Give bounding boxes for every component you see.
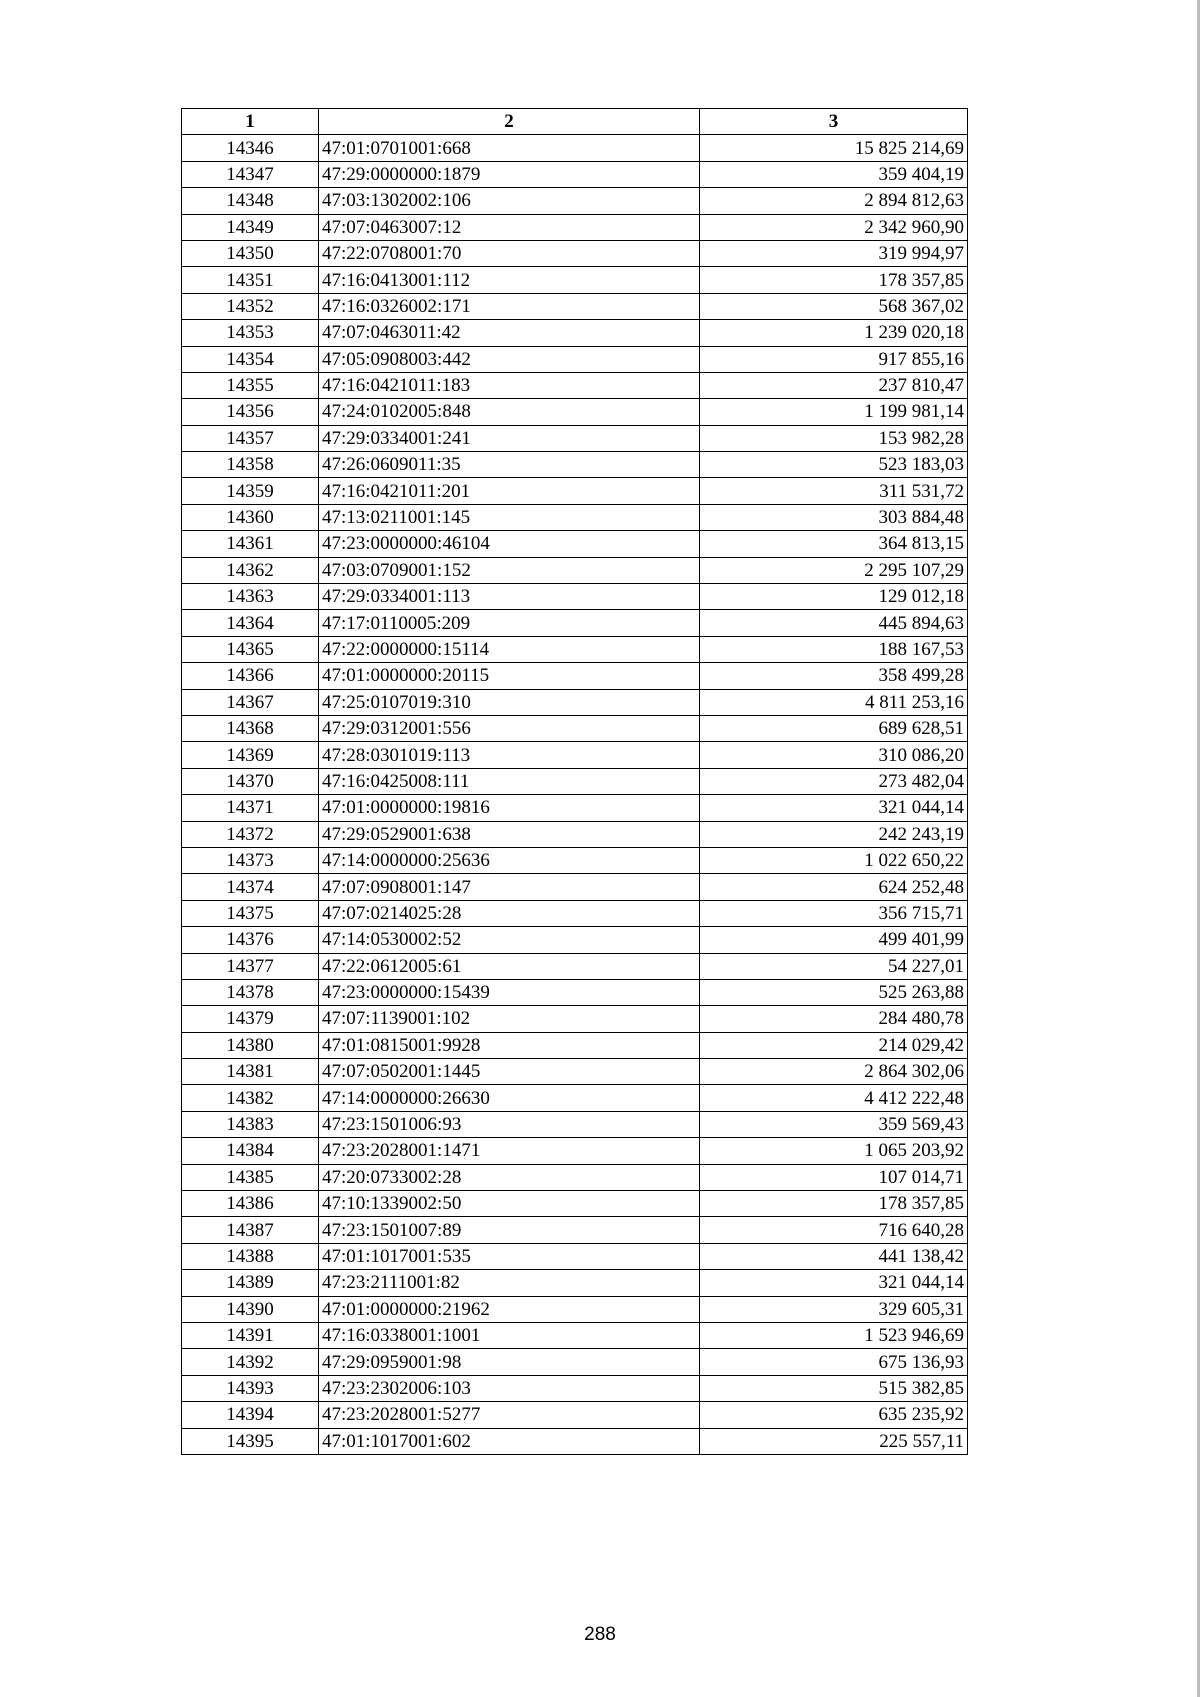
row-number-cell: 14387 [182, 1217, 319, 1243]
row-number-cell: 14354 [182, 346, 319, 372]
row-number-cell: 14362 [182, 557, 319, 583]
value-cell: 153 982,28 [700, 425, 968, 451]
value-cell: 568 367,02 [700, 293, 968, 319]
row-number-cell: 14361 [182, 531, 319, 557]
table-row [182, 1191, 968, 1217]
cadastral-number-cell: 47:16:0421011:201 [319, 478, 700, 504]
value-cell: 321 044,14 [700, 1270, 968, 1296]
row-number-cell: 14346 [182, 135, 319, 161]
table-row [182, 1164, 968, 1190]
value-cell: 319 994,97 [700, 240, 968, 266]
table-header-row [182, 109, 968, 135]
cadastral-number-cell: 47:07:0502001:1445 [319, 1059, 700, 1085]
cadastral-number-cell: 47:23:2028001:1471 [319, 1138, 700, 1164]
table-row [182, 768, 968, 794]
cadastral-number-cell: 47:10:1339002:50 [319, 1191, 700, 1217]
cadastral-number-cell: 47:24:0102005:848 [319, 399, 700, 425]
value-cell: 2 295 107,29 [700, 557, 968, 583]
value-cell: 499 401,99 [700, 927, 968, 953]
cadastral-number-cell: 47:01:0000000:19816 [319, 795, 700, 821]
table-row [182, 979, 968, 1005]
row-number-cell: 14373 [182, 847, 319, 873]
cadastral-number-cell: 47:13:0211001:145 [319, 504, 700, 530]
value-cell: 273 482,04 [700, 768, 968, 794]
cadastral-number-cell: 47:01:0000000:20115 [319, 663, 700, 689]
value-cell: 1 199 981,14 [700, 399, 968, 425]
cadastral-number-cell: 47:01:0815001:9928 [319, 1032, 700, 1058]
cadastral-number-cell: 47:16:0413001:112 [319, 267, 700, 293]
row-number-cell: 14365 [182, 636, 319, 662]
row-number-cell: 14358 [182, 452, 319, 478]
row-number-cell: 14368 [182, 715, 319, 741]
cadastral-number-cell: 47:26:0609011:35 [319, 452, 700, 478]
row-number-cell: 14377 [182, 953, 319, 979]
row-number-cell: 14394 [182, 1402, 319, 1428]
cadastral-number-cell: 47:16:0421011:183 [319, 372, 700, 398]
value-cell: 359 404,19 [700, 161, 968, 187]
row-number-cell: 14348 [182, 188, 319, 214]
cadastral-number-cell: 47:01:1017001:535 [319, 1243, 700, 1269]
table-row [182, 293, 968, 319]
table-row [182, 1217, 968, 1243]
value-cell: 129 012,18 [700, 584, 968, 610]
column-header-2: 2 [319, 109, 700, 135]
cadastral-number-cell: 47:23:2111001:82 [319, 1270, 700, 1296]
table-row [182, 188, 968, 214]
cadastral-number-cell: 47:23:0000000:15439 [319, 979, 700, 1005]
table-row [182, 663, 968, 689]
table-row [182, 715, 968, 741]
table-row [182, 452, 968, 478]
cadastral-number-cell: 47:17:0110005:209 [319, 610, 700, 636]
cadastral-number-cell: 47:23:1501007:89 [319, 1217, 700, 1243]
value-cell: 445 894,63 [700, 610, 968, 636]
cadastral-number-cell: 47:22:0000000:15114 [319, 636, 700, 662]
value-cell: 107 014,71 [700, 1164, 968, 1190]
value-cell: 178 357,85 [700, 1191, 968, 1217]
table-row [182, 900, 968, 926]
value-cell: 329 605,31 [700, 1296, 968, 1322]
table-row [182, 1402, 968, 1428]
table-row [182, 1270, 968, 1296]
table-row [182, 821, 968, 847]
row-number-cell: 14347 [182, 161, 319, 187]
row-number-cell: 14370 [182, 768, 319, 794]
row-number-cell: 14357 [182, 425, 319, 451]
data-table [181, 108, 968, 1455]
value-cell: 2 342 960,90 [700, 214, 968, 240]
cadastral-number-cell: 47:25:0107019:310 [319, 689, 700, 715]
row-number-cell: 14379 [182, 1006, 319, 1032]
table-row [182, 689, 968, 715]
table-row [182, 1349, 968, 1375]
table-row [182, 557, 968, 583]
page-number: 288 [584, 1624, 616, 1645]
table-row [182, 1375, 968, 1401]
cadastral-number-cell: 47:03:0709001:152 [319, 557, 700, 583]
value-cell: 188 167,53 [700, 636, 968, 662]
row-number-cell: 14378 [182, 979, 319, 1005]
table-row [182, 584, 968, 610]
value-cell: 624 252,48 [700, 874, 968, 900]
table-row [182, 1006, 968, 1032]
table-row [182, 610, 968, 636]
value-cell: 284 480,78 [700, 1006, 968, 1032]
value-cell: 1 065 203,92 [700, 1138, 968, 1164]
table-body [182, 135, 968, 1455]
cadastral-number-cell: 47:07:0908001:147 [319, 874, 700, 900]
cadastral-number-cell: 47:14:0000000:25636 [319, 847, 700, 873]
value-cell: 1 523 946,69 [700, 1322, 968, 1348]
table-row [182, 504, 968, 530]
table-row [182, 1032, 968, 1058]
cadastral-number-cell: 47:29:0312001:556 [319, 715, 700, 741]
value-cell: 4 811 253,16 [700, 689, 968, 715]
column-header-3: 3 [700, 109, 968, 135]
table-row [182, 742, 968, 768]
cadastral-number-cell: 47:01:1017001:602 [319, 1428, 700, 1454]
table-row [182, 1243, 968, 1269]
value-cell: 1 239 020,18 [700, 320, 968, 346]
cadastral-number-cell: 47:23:2028001:5277 [319, 1402, 700, 1428]
value-cell: 2 894 812,63 [700, 188, 968, 214]
value-cell: 321 044,14 [700, 795, 968, 821]
table-row [182, 425, 968, 451]
table-row [182, 240, 968, 266]
table-row [182, 372, 968, 398]
cadastral-number-cell: 47:14:0530002:52 [319, 927, 700, 953]
table-row [182, 214, 968, 240]
table-row [182, 320, 968, 346]
row-number-cell: 14364 [182, 610, 319, 636]
cadastral-number-cell: 47:22:0612005:61 [319, 953, 700, 979]
row-number-cell: 14353 [182, 320, 319, 346]
cadastral-number-cell: 47:29:0529001:638 [319, 821, 700, 847]
table-row [182, 531, 968, 557]
value-cell: 311 531,72 [700, 478, 968, 504]
row-number-cell: 14375 [182, 900, 319, 926]
row-number-cell: 14369 [182, 742, 319, 768]
value-cell: 525 263,88 [700, 979, 968, 1005]
value-cell: 15 825 214,69 [700, 135, 968, 161]
row-number-cell: 14385 [182, 1164, 319, 1190]
value-cell: 716 640,28 [700, 1217, 968, 1243]
row-number-cell: 14381 [182, 1059, 319, 1085]
table-row [182, 953, 968, 979]
row-number-cell: 14366 [182, 663, 319, 689]
row-number-cell: 14384 [182, 1138, 319, 1164]
column-header-1: 1 [182, 109, 319, 135]
cadastral-number-cell: 47:29:0959001:98 [319, 1349, 700, 1375]
cadastral-number-cell: 47:16:0425008:111 [319, 768, 700, 794]
table-row [182, 478, 968, 504]
row-number-cell: 14388 [182, 1243, 319, 1269]
cadastral-number-cell: 47:01:0701001:668 [319, 135, 700, 161]
row-number-cell: 14356 [182, 399, 319, 425]
table-row [182, 161, 968, 187]
row-number-cell: 14349 [182, 214, 319, 240]
value-cell: 523 183,03 [700, 452, 968, 478]
row-number-cell: 14395 [182, 1428, 319, 1454]
row-number-cell: 14371 [182, 795, 319, 821]
table-row [182, 346, 968, 372]
cadastral-number-cell: 47:14:0000000:26630 [319, 1085, 700, 1111]
value-cell: 1 022 650,22 [700, 847, 968, 873]
cadastral-number-cell: 47:07:0214025:28 [319, 900, 700, 926]
cadastral-number-cell: 47:16:0338001:1001 [319, 1322, 700, 1348]
cadastral-number-cell: 47:22:0708001:70 [319, 240, 700, 266]
row-number-cell: 14367 [182, 689, 319, 715]
table-row [182, 927, 968, 953]
value-cell: 2 864 302,06 [700, 1059, 968, 1085]
row-number-cell: 14350 [182, 240, 319, 266]
value-cell: 242 243,19 [700, 821, 968, 847]
value-cell: 359 569,43 [700, 1111, 968, 1137]
cadastral-number-cell: 47:23:2302006:103 [319, 1375, 700, 1401]
value-cell: 4 412 222,48 [700, 1085, 968, 1111]
row-number-cell: 14352 [182, 293, 319, 319]
row-number-cell: 14389 [182, 1270, 319, 1296]
value-cell: 356 715,71 [700, 900, 968, 926]
cadastral-number-cell: 47:23:0000000:46104 [319, 531, 700, 557]
row-number-cell: 14374 [182, 874, 319, 900]
cadastral-number-cell: 47:29:0000000:1879 [319, 161, 700, 187]
cadastral-number-cell: 47:29:0334001:113 [319, 584, 700, 610]
value-cell: 303 884,48 [700, 504, 968, 530]
row-number-cell: 14363 [182, 584, 319, 610]
table-row [182, 636, 968, 662]
value-cell: 225 557,11 [700, 1428, 968, 1454]
row-number-cell: 14393 [182, 1375, 319, 1401]
value-cell: 214 029,42 [700, 1032, 968, 1058]
row-number-cell: 14359 [182, 478, 319, 504]
row-number-cell: 14380 [182, 1032, 319, 1058]
value-cell: 675 136,93 [700, 1349, 968, 1375]
value-cell: 689 628,51 [700, 715, 968, 741]
row-number-cell: 14355 [182, 372, 319, 398]
value-cell: 178 357,85 [700, 267, 968, 293]
table-row [182, 267, 968, 293]
table-row [182, 399, 968, 425]
table-row [182, 135, 968, 161]
table-row [182, 847, 968, 873]
table-row [182, 1111, 968, 1137]
table-row [182, 1138, 968, 1164]
value-cell: 441 138,42 [700, 1243, 968, 1269]
value-cell: 54 227,01 [700, 953, 968, 979]
row-number-cell: 14360 [182, 504, 319, 530]
row-number-cell: 14386 [182, 1191, 319, 1217]
table-row [182, 1085, 968, 1111]
table-row [182, 874, 968, 900]
row-number-cell: 14391 [182, 1322, 319, 1348]
cadastral-number-cell: 47:29:0334001:241 [319, 425, 700, 451]
table-row [182, 795, 968, 821]
table-row [182, 1428, 968, 1454]
value-cell: 515 382,85 [700, 1375, 968, 1401]
cadastral-number-cell: 47:03:1302002:106 [319, 188, 700, 214]
cadastral-number-cell: 47:07:0463007:12 [319, 214, 700, 240]
value-cell: 310 086,20 [700, 742, 968, 768]
row-number-cell: 14351 [182, 267, 319, 293]
table-row [182, 1322, 968, 1348]
cadastral-number-cell: 47:07:1139001:102 [319, 1006, 700, 1032]
value-cell: 635 235,92 [700, 1402, 968, 1428]
row-number-cell: 14372 [182, 821, 319, 847]
row-number-cell: 14382 [182, 1085, 319, 1111]
row-number-cell: 14390 [182, 1296, 319, 1322]
table-row [182, 1059, 968, 1085]
cadastral-number-cell: 47:05:0908003:442 [319, 346, 700, 372]
cadastral-number-cell: 47:23:1501006:93 [319, 1111, 700, 1137]
value-cell: 358 499,28 [700, 663, 968, 689]
value-cell: 917 855,16 [700, 346, 968, 372]
table-row [182, 1296, 968, 1322]
cadastral-number-cell: 47:16:0326002:171 [319, 293, 700, 319]
value-cell: 237 810,47 [700, 372, 968, 398]
row-number-cell: 14392 [182, 1349, 319, 1375]
cadastral-number-cell: 47:07:0463011:42 [319, 320, 700, 346]
cadastral-number-cell: 47:01:0000000:21962 [319, 1296, 700, 1322]
row-number-cell: 14383 [182, 1111, 319, 1137]
cadastral-number-cell: 47:28:0301019:113 [319, 742, 700, 768]
value-cell: 364 813,15 [700, 531, 968, 557]
cadastral-number-cell: 47:20:0733002:28 [319, 1164, 700, 1190]
row-number-cell: 14376 [182, 927, 319, 953]
